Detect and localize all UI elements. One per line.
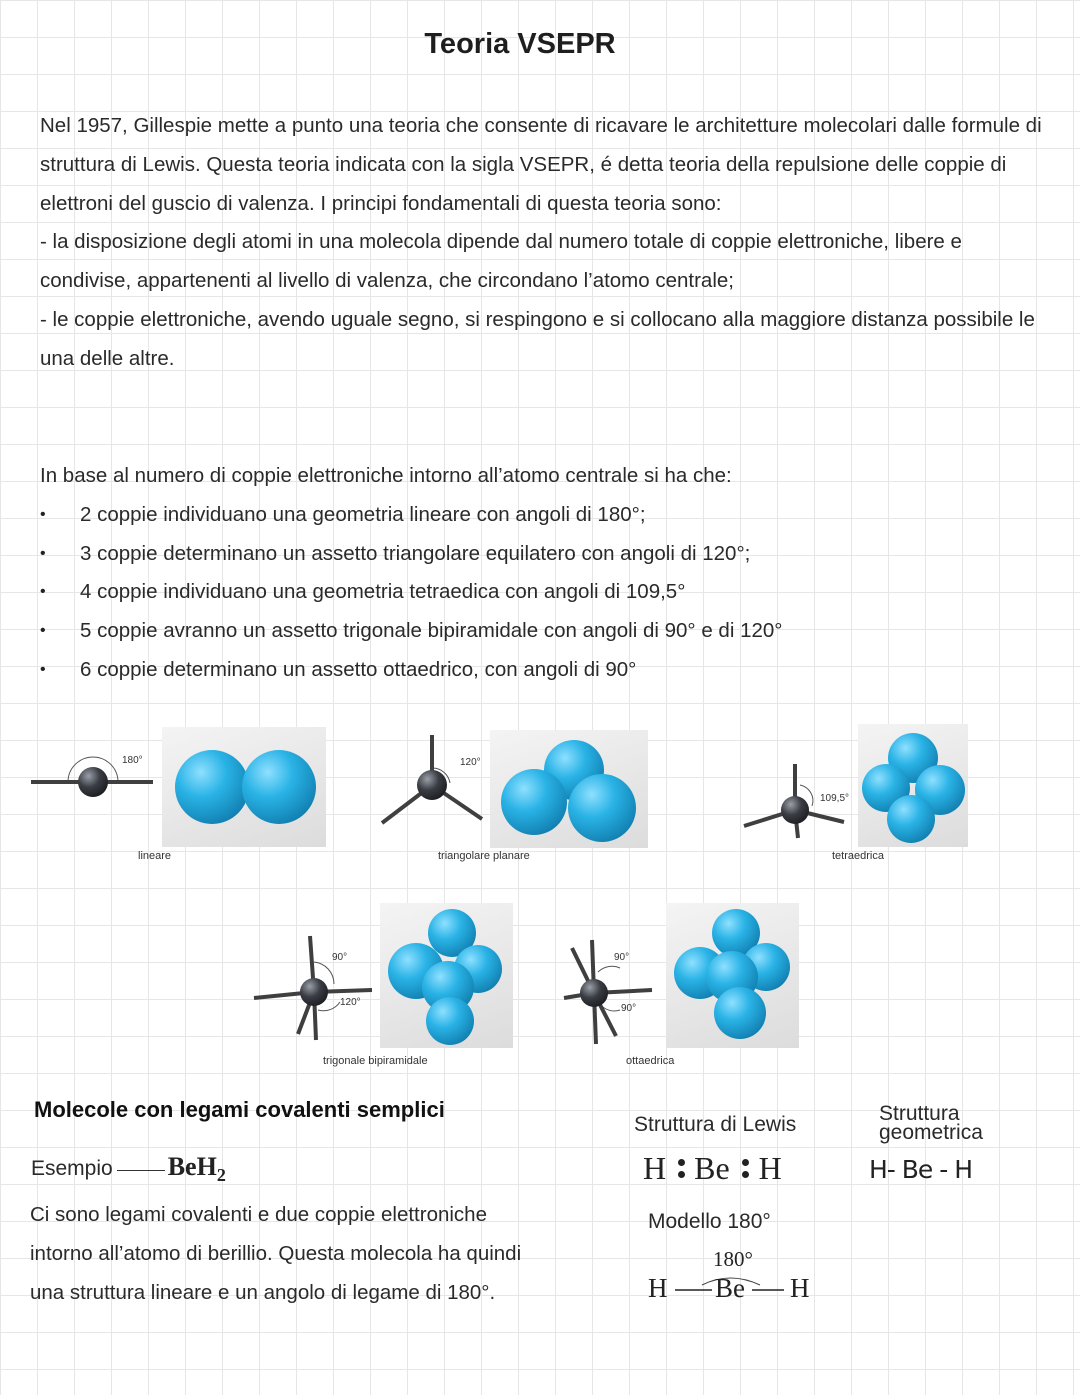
lewis-h-left: H (643, 1150, 667, 1186)
lewis-header: Struttura di Lewis (634, 1113, 797, 1136)
linear-photo (162, 727, 326, 847)
pairs-item-5: • 5 coppie avranno un assetto trigonale bipiramidale con angoli di 90° e di 120° (40, 612, 782, 651)
pairs-item-2: • 2 coppie individuano una geometria lineare con angoli di 180°; (40, 496, 782, 535)
lewis-pair-left (678, 1159, 685, 1178)
octa-caption: ottaedrica (626, 1055, 675, 1067)
trigonal-ball-stick (378, 733, 488, 843)
tetra-photo (858, 724, 968, 847)
model-angle: 180° (713, 1247, 753, 1271)
intro-paragraph-1: Nel 1957, Gillespie mette a punto una teoria che consente di ricavare le architetture molecolari dalle formule di struttura di Lewis. Questa teoria indicata con la sigla VSEPR, é detta teoria della repulsione delle coppie di elettroni del guscio di valenza. I principi fondamentali di questa teoria sono: (40, 114, 1042, 215)
trigonal-photo (490, 730, 648, 848)
tetra-caption: tetraedrica (832, 850, 884, 862)
geometric-header-line-2: geometrica (879, 1121, 983, 1144)
pairs-list (40, 496, 782, 690)
geometric-formula: H- Be - H (869, 1155, 973, 1184)
intro-text (40, 107, 1050, 379)
lewis-pair-right (742, 1159, 749, 1178)
trigonal-angle-label: 120° (460, 757, 481, 768)
pairs-intro: In base al numero di coppie elettroniche intorno all’atomo centrale si ha che: (40, 464, 732, 487)
linear-caption: lineare (138, 850, 172, 862)
example-desc-line-2: intorno all’atomo di berillio. Questa molecola ha quindi (30, 1241, 522, 1265)
section-heading: Molecole con legami covalenti semplici (34, 1097, 445, 1122)
bipyr-angle-label-2: 120° (340, 997, 361, 1008)
octa-angle-label-2: 90° (621, 1003, 637, 1014)
linear-angle-label: 180° (122, 755, 143, 766)
model-be: Be (715, 1273, 745, 1303)
pairs-item-4: • 4 coppie individuano una geometria tetraedica con angoli di 109,5° (40, 573, 782, 612)
octa-angle-label-1: 90° (614, 952, 630, 963)
model-structure (648, 1273, 818, 1307)
pairs-item-6: • 6 coppie determinano un assetto ottaedrico, con angoli di 90° (40, 651, 782, 690)
example-desc-line-1: Ci sono legami covalenti e due coppie elettroniche (30, 1203, 487, 1226)
octa-photo (666, 903, 799, 1048)
page-title: Teoria VSEPR (424, 28, 616, 60)
lewis-be: Be (694, 1150, 730, 1186)
example-row (31, 1152, 226, 1186)
trigonal-caption: triangolare planare (438, 850, 530, 862)
pairs-item-3: • 3 coppie determinano un assetto triangolare equilatero con angoli di 120°; (40, 535, 782, 574)
example-label: Esempio (31, 1157, 113, 1181)
pairs-section (40, 457, 782, 690)
geometric-header (879, 1104, 983, 1142)
tetra-angle-label: 109,5° (820, 793, 850, 804)
model-h-left: H (648, 1273, 668, 1303)
example-dash (117, 1170, 165, 1171)
bipyr-caption: trigonale bipiramidale (323, 1055, 428, 1067)
geometric-header-line-1: Struttura (879, 1102, 960, 1125)
lewis-structure (643, 1150, 782, 1187)
intro-paragraph-3: - le coppie elettroniche, avendo uguale segno, si respingono e si collocano alla maggiore distanza possibile le una delle altre. (40, 307, 1035, 370)
bipyr-ball-stick (252, 932, 382, 1042)
model-label: Modello 180° (648, 1210, 771, 1233)
bipyr-photo (380, 903, 513, 1048)
bipyr-angle-label-1: 90° (332, 952, 348, 963)
intro-paragraph-2: - la disposizione degli atomi in una molecola dipende dal numero totale di coppie elettroniche, libere e condivise, appartenenti al livello di valenza, che circondano l’atomo centrale; (40, 230, 962, 293)
lewis-h-right: H (758, 1150, 782, 1186)
example-description (30, 1196, 521, 1312)
example-desc-line-3: una struttura lineare e un angolo di legame di 180°. (30, 1280, 496, 1304)
model-h-right: H (790, 1273, 810, 1303)
example-formula: BeH$_2$ (167, 1152, 226, 1186)
